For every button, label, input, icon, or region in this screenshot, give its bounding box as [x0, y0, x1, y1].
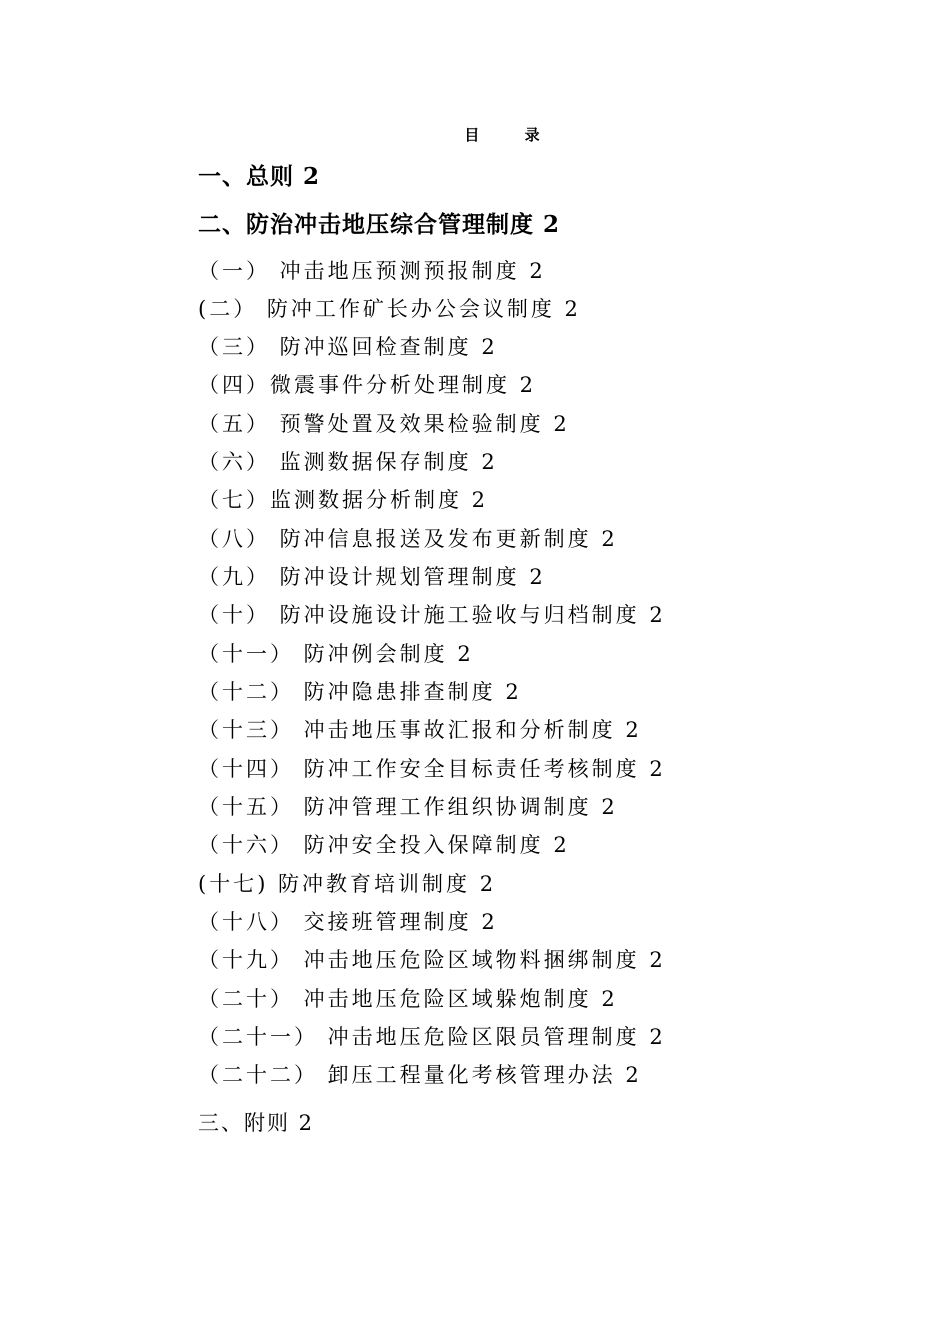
toc-entry[interactable]: （十二） 防冲隐患排查制度 2: [198, 680, 522, 704]
toc-entry[interactable]: 三、附则 2: [198, 1111, 315, 1135]
toc-entry[interactable]: (十七) 防冲教育培训制度 2: [198, 872, 497, 896]
toc-entry[interactable]: （七）监测数据分析制度 2: [198, 488, 489, 512]
toc-title: 目 录: [464, 126, 560, 144]
toc-entry[interactable]: （十六） 防冲安全投入保障制度 2: [198, 833, 570, 857]
toc-entry[interactable]: （三） 防冲巡回检查制度 2: [198, 335, 498, 359]
toc-entry[interactable]: 二、防治冲击地压综合管理制度 2: [198, 211, 561, 238]
toc-entry[interactable]: 一、总则 2: [198, 163, 321, 190]
toc-entry[interactable]: (二） 防冲工作矿长办公会议制度 2: [198, 297, 581, 321]
toc-entry[interactable]: （二十一） 冲击地压危险区限员管理制度 2: [198, 1025, 666, 1049]
toc-entry[interactable]: （一） 冲击地压预测预报制度 2: [198, 259, 546, 283]
toc-entry[interactable]: （二十二） 卸压工程量化考核管理办法 2: [198, 1063, 642, 1087]
toc-entry[interactable]: （八） 防冲信息报送及发布更新制度 2: [198, 527, 618, 551]
toc-entry[interactable]: （六） 监测数据保存制度 2: [198, 450, 498, 474]
toc-entry[interactable]: （五） 预警处置及效果检验制度 2: [198, 412, 570, 436]
toc-entry[interactable]: （十八） 交接班管理制度 2: [198, 910, 498, 934]
toc-entry[interactable]: （十四） 防冲工作安全目标责任考核制度 2: [198, 757, 666, 781]
toc-entry[interactable]: （十） 防冲设施设计施工验收与归档制度 2: [198, 603, 666, 627]
toc-entry[interactable]: （二十） 冲击地压危险区域躲炮制度 2: [198, 987, 618, 1011]
toc-entry[interactable]: （四）微震事件分析处理制度 2: [198, 373, 537, 397]
toc-entry[interactable]: （十三） 冲击地压事故汇报和分析制度 2: [198, 718, 642, 742]
toc-entry[interactable]: （九） 防冲设计规划管理制度 2: [198, 565, 546, 589]
toc-entry[interactable]: （十九） 冲击地压危险区域物料捆绑制度 2: [198, 948, 666, 972]
toc-entry[interactable]: （十五） 防冲管理工作组织协调制度 2: [198, 795, 618, 819]
toc-entry[interactable]: （十一） 防冲例会制度 2: [198, 642, 474, 666]
